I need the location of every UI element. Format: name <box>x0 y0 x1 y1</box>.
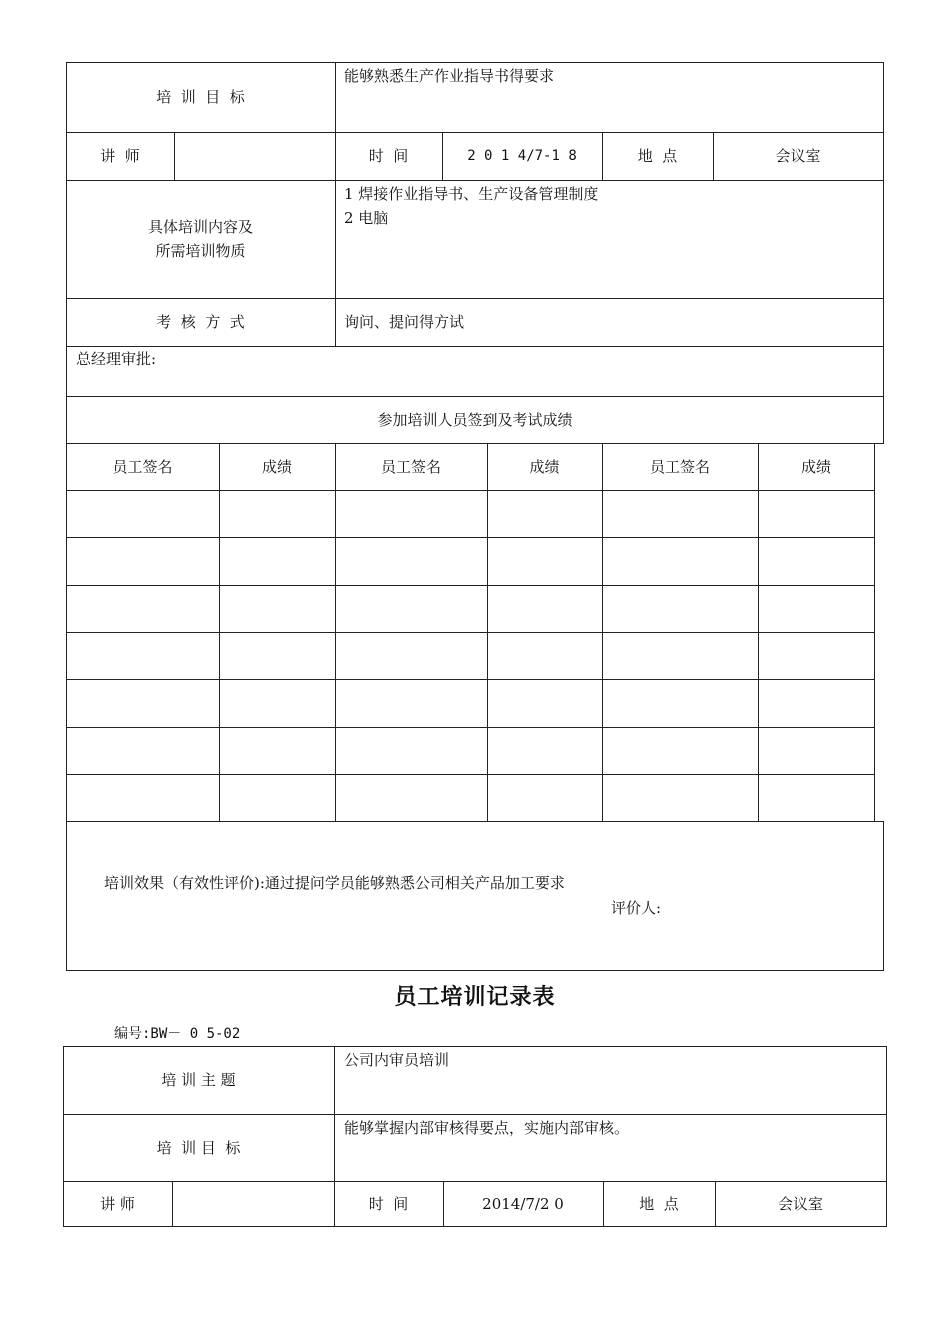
lecturer-label: 讲 师 <box>100 1194 135 1213</box>
place-label: 地 点 <box>637 147 678 165</box>
objective-label: 培 训 目 标 <box>156 88 245 106</box>
table-border <box>66 821 884 822</box>
approval-label: 总经理审批: <box>76 350 157 368</box>
column-header-score: 成绩 <box>261 457 292 476</box>
time-label: 时 间 <box>368 147 409 165</box>
table-border <box>874 443 875 821</box>
effect-text: 培训效果（有效性评价):通过提问学员能够熟悉公司相关产品加工要求 <box>104 874 565 892</box>
lecturer-value[interactable] <box>174 132 335 180</box>
topic-label: 培 训 主 题 <box>161 1071 236 1089</box>
table-border <box>335 62 336 346</box>
time-label: 时 间 <box>368 1194 409 1213</box>
table-border <box>886 1046 887 1226</box>
objective-value: 能够掌握内部审核得要点，实施内部审核。 <box>344 1119 630 1137</box>
place-value: 会议室 <box>777 1194 823 1213</box>
column-header-signature: 员工签名 <box>380 457 441 476</box>
column-header-score: 成绩 <box>800 457 831 476</box>
evaluator-label: 评价人: <box>611 899 662 917</box>
time-value: 2014/7/2 0 <box>482 1194 564 1213</box>
column-header-score: 成绩 <box>529 457 560 476</box>
table-border <box>883 62 884 443</box>
lecturer-label: 讲 师 <box>100 147 140 165</box>
objective-label: 培 训 目 标 <box>156 1138 241 1157</box>
place-label: 地 点 <box>639 1194 679 1213</box>
table-border <box>63 1226 887 1227</box>
objective-value: 能够熟悉生产作业指导书得要求 <box>344 67 555 85</box>
lecturer-value[interactable] <box>172 1181 334 1226</box>
content-item-2: 2 电脑 <box>344 209 389 227</box>
content-label <box>66 180 335 298</box>
form-code: 编号:BW－ 0 5-02 <box>114 1026 241 1042</box>
content-label-line2: 所需培训物质 <box>155 242 246 260</box>
table-border <box>66 346 884 347</box>
signin-rows[interactable] <box>66 490 874 821</box>
place-value: 会议室 <box>775 147 821 165</box>
assessment-value: 询问、提问得方试 <box>344 313 465 331</box>
table-border <box>883 821 884 970</box>
content-item-1: 1 焊接作业指导书、生产设备管理制度 <box>344 185 599 203</box>
content-label-line1: 具体培训内容及 <box>147 218 253 236</box>
column-header-signature: 员工签名 <box>649 457 710 476</box>
signin-header: 参加培训人员签到及考试成绩 <box>377 410 573 429</box>
topic-value: 公司内审员培训 <box>344 1051 450 1069</box>
assessment-label: 考 核 方 式 <box>156 313 245 331</box>
form-title: 员工培训记录表 <box>394 984 556 1010</box>
column-header-signature: 员工签名 <box>112 457 173 476</box>
table-border <box>66 970 884 971</box>
time-value: 2 0 1 4/7-1 8 <box>467 148 577 164</box>
